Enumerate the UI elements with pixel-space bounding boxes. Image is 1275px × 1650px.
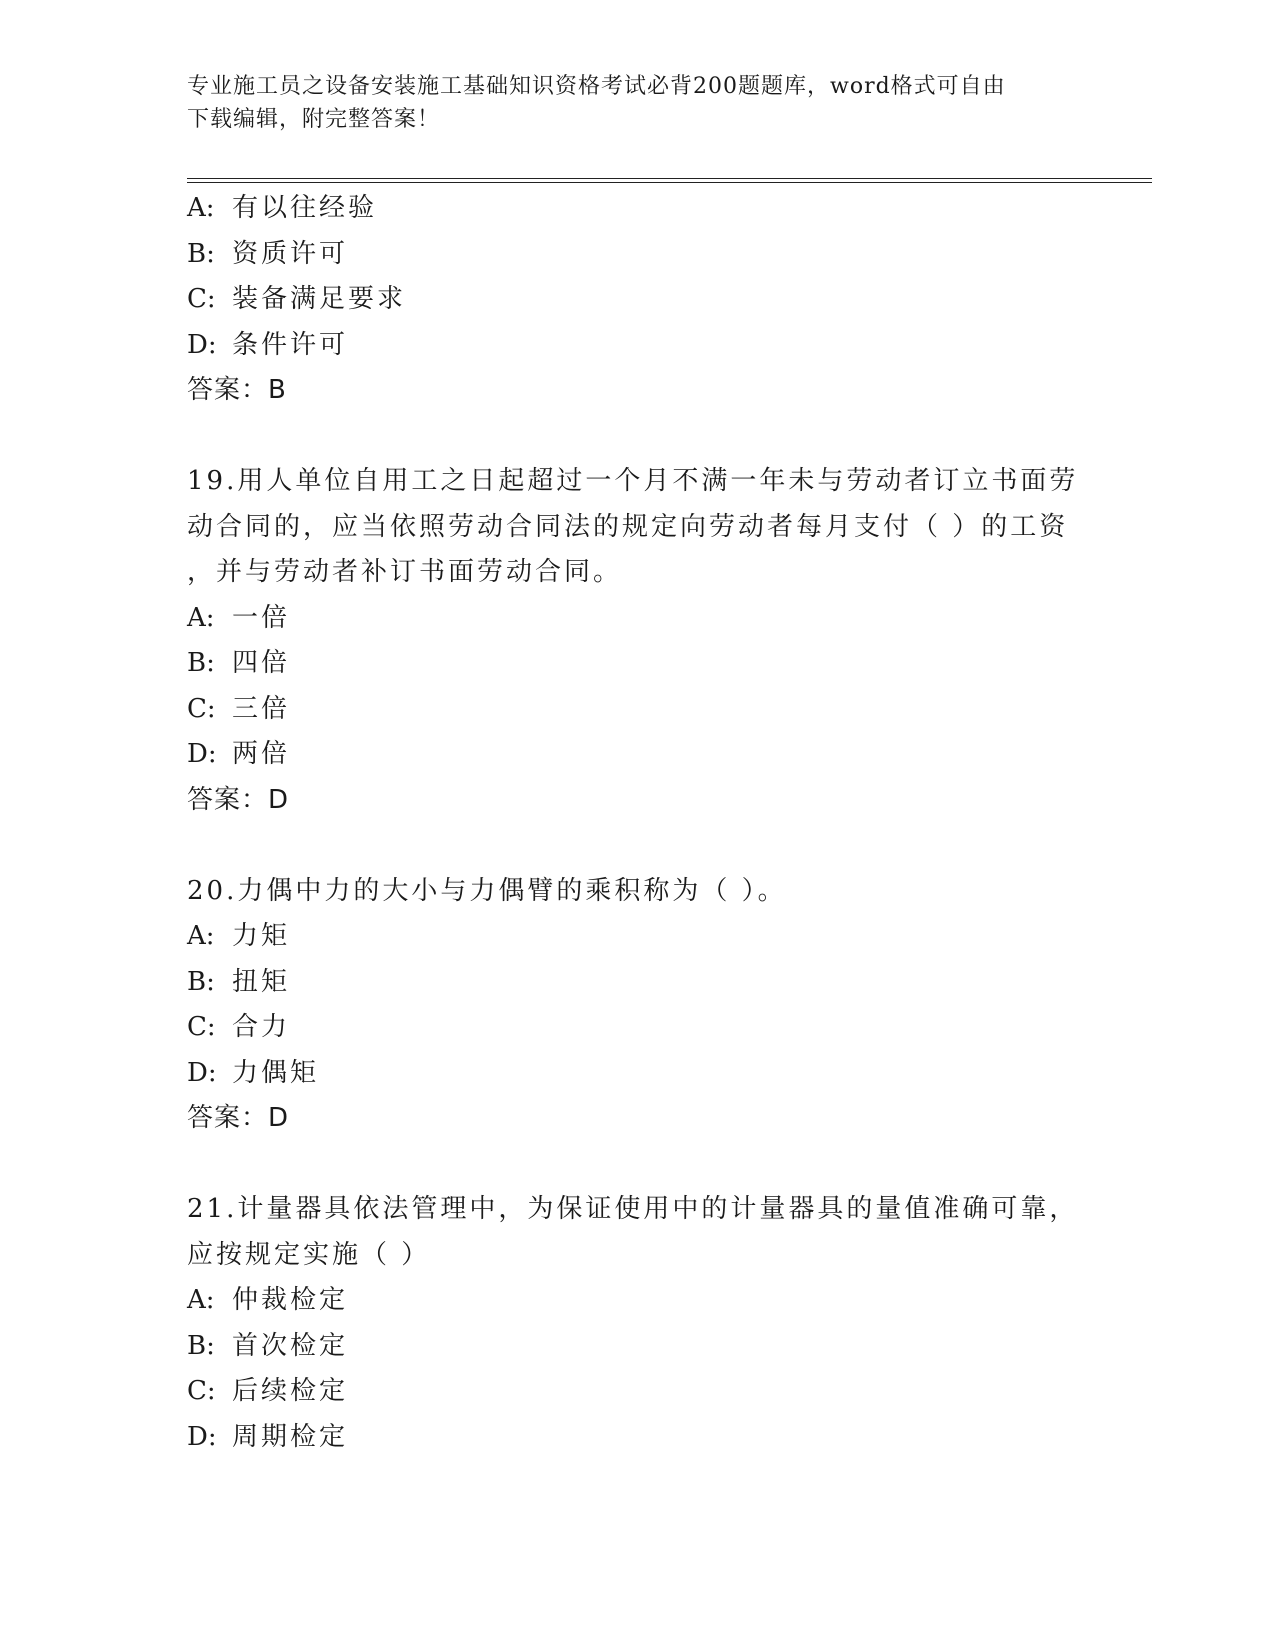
question-text-line: 20.力偶中力的大小与力偶臂的乘积称为（ ）。 bbox=[187, 875, 787, 906]
answer-line: 答案：D bbox=[187, 1103, 290, 1133]
answer-line: 答案：D bbox=[187, 784, 290, 815]
option-b: B: 四倍 bbox=[187, 648, 291, 678]
option-c: C: 合力 bbox=[187, 1012, 291, 1042]
question-19 bbox=[187, 459, 1087, 823]
option-c: C: 后续检定 bbox=[187, 1376, 349, 1406]
option-a: A: 有以往经验 bbox=[187, 193, 378, 223]
spacer bbox=[187, 414, 1087, 460]
question-list bbox=[187, 186, 1087, 1460]
option-d: D: 条件许可 bbox=[187, 329, 349, 360]
question-18 bbox=[187, 186, 1087, 414]
option-d: D: 力偶矩 bbox=[187, 1057, 320, 1088]
answer-line: 答案：B bbox=[187, 375, 287, 405]
option-a: A: 仲裁检定 bbox=[187, 1285, 349, 1315]
question-text-line: 19.用人单位自用工之日起超过一个月不满一年未与劳动者订立书面劳 bbox=[187, 466, 1079, 496]
question-text-line: 动合同的，应当依照劳动合同法的规定向劳动者每月支付（ ）的工资 bbox=[187, 511, 1069, 542]
option-d: D: 周期检定 bbox=[187, 1421, 349, 1452]
question-text-line: ，并与劳动者补订书面劳动合同。 bbox=[187, 557, 623, 587]
question-20 bbox=[187, 869, 1087, 1142]
header-divider bbox=[187, 178, 1152, 183]
document-header bbox=[187, 70, 1087, 136]
option-b: B: 资质许可 bbox=[187, 238, 349, 269]
option-b: B: 扭矩 bbox=[187, 966, 291, 997]
option-a: A: 力矩 bbox=[187, 921, 291, 951]
option-b: B: 首次检定 bbox=[187, 1330, 349, 1361]
question-text-line: 应按规定实施（ ） bbox=[187, 1239, 431, 1270]
header-line-2: 下载编辑，附完整答案！ bbox=[187, 107, 441, 132]
header-line-1: 专业施工员之设备安装施工基础知识资格考试必背200题题库，word格式可自由 bbox=[187, 74, 1006, 99]
option-a: A: 一倍 bbox=[187, 602, 291, 633]
option-c: C: 装备满足要求 bbox=[187, 284, 407, 314]
spacer bbox=[187, 823, 1087, 869]
question-21 bbox=[187, 1187, 1087, 1460]
option-c: C: 三倍 bbox=[187, 693, 291, 724]
question-text-line: 21.计量器具依法管理中，为保证使用中的计量器具的量值准确可靠， bbox=[187, 1194, 1079, 1224]
option-d: D: 两倍 bbox=[187, 739, 291, 769]
spacer bbox=[187, 1142, 1087, 1188]
